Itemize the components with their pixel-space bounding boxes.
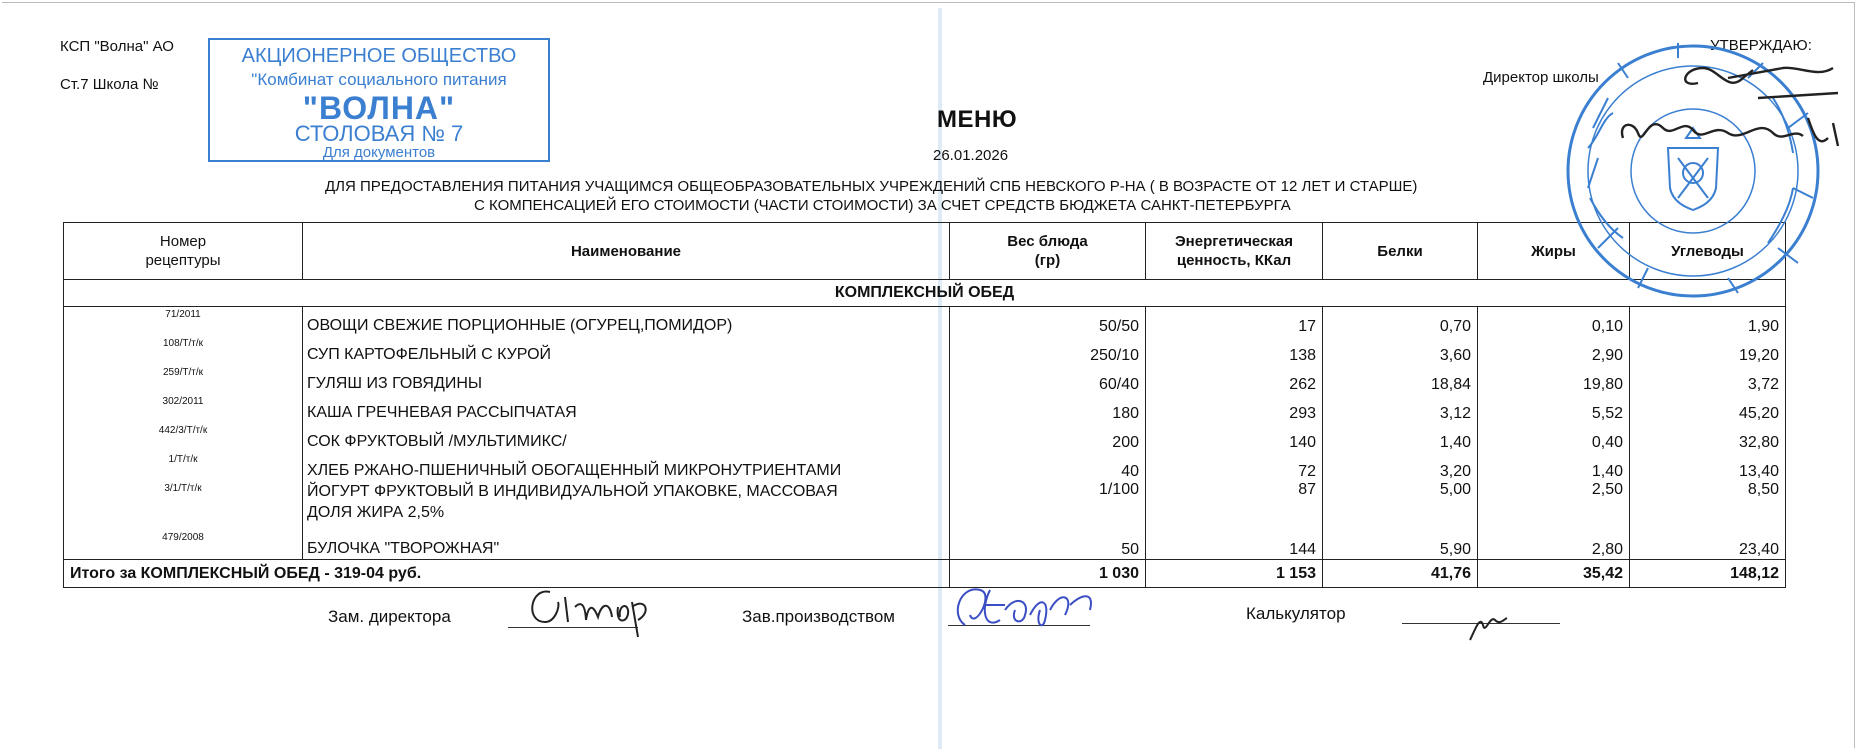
row-fat: 0,10 (1478, 307, 1630, 337)
row-name: ХЛЕБ РЖАНО-ПШЕНИЧНЫЙ ОБОГАЩЕННЫЙ МИКРОНУТРИЕНТАМИ (303, 452, 950, 481)
school-label: Ст.7 Школа № (60, 76, 159, 93)
row-protein: 18,84 (1323, 365, 1478, 394)
col-name: Наименование (303, 223, 950, 280)
row-fat: 19,80 (1478, 365, 1630, 394)
row-weight: 200 (950, 423, 1146, 452)
row-name: СУП КАРТОФЕЛЬНЫЙ С КУРОЙ (303, 336, 950, 365)
organization-name: КСП "Волна" АО (60, 38, 174, 55)
calculator-signature (1465, 600, 1535, 645)
total-fat: 35,42 (1478, 560, 1630, 588)
row-protein: 3,20 (1323, 452, 1478, 481)
table-row (64, 481, 1786, 530)
col-protein: Белки (1323, 223, 1478, 280)
total-carbs: 148,12 (1630, 560, 1786, 588)
row-protein: 1,40 (1323, 423, 1478, 452)
row-weight: 50 (950, 530, 1146, 560)
stamp-line-3: "ВОЛНА" (302, 90, 456, 126)
row-energy: 138 (1146, 336, 1323, 365)
row-code: 442/3/Т/т/к (64, 423, 303, 452)
row-energy: 17 (1146, 307, 1323, 337)
row-carbs: 23,40 (1630, 530, 1786, 560)
table-row (64, 423, 1786, 452)
row-fat: 5,52 (1478, 394, 1630, 423)
row-protein: 5,00 (1323, 481, 1478, 530)
table-row (64, 452, 1786, 481)
table-row (64, 336, 1786, 365)
table-row (64, 530, 1786, 560)
row-weight: 60/40 (950, 365, 1146, 394)
menu-date: 26.01.2026 (933, 147, 1009, 164)
row-carbs: 3,72 (1630, 365, 1786, 394)
row-weight: 50/50 (950, 307, 1146, 337)
row-code: 302/2011 (64, 394, 303, 423)
section-title: КОМПЛЕКСНЫЙ ОБЕД (64, 280, 1786, 307)
row-name: ГУЛЯШ ИЗ ГОВЯДИНЫ (303, 365, 950, 394)
row-code: 108/Т/т/к (64, 336, 303, 365)
stamp-line-2: "Комбинат социального питания (251, 70, 507, 89)
row-weight: 250/10 (950, 336, 1146, 365)
row-carbs: 45,20 (1630, 394, 1786, 423)
col-recipe-number: Номер рецептуры (64, 223, 303, 280)
col-carbs: Углеводы (1630, 223, 1786, 280)
row-name: ОВОЩИ СВЕЖИЕ ПОРЦИОННЫЕ (ОГУРЕЦ,ПОМИДОР) (303, 307, 950, 337)
row-protein: 5,90 (1323, 530, 1478, 560)
approval-label: УТВЕРЖДАЮ: (1710, 37, 1812, 54)
total-energy-weight: 1 030 (950, 560, 1146, 588)
table-row (64, 307, 1786, 337)
row-fat: 2,80 (1478, 530, 1630, 560)
row-name: КАША ГРЕЧНЕВАЯ РАССЫПЧАТАЯ (303, 394, 950, 423)
table-row (64, 365, 1786, 394)
row-fat: 1,40 (1478, 452, 1630, 481)
col-energy: Энергетическая ценность, ККал (1146, 223, 1323, 280)
row-carbs: 8,50 (1630, 481, 1786, 530)
row-code: 479/2008 (64, 530, 303, 560)
total-energy: 1 153 (1146, 560, 1323, 588)
row-energy: 293 (1146, 394, 1323, 423)
row-carbs: 32,80 (1630, 423, 1786, 452)
row-energy: 72 (1146, 452, 1323, 481)
row-energy: 144 (1146, 530, 1323, 560)
row-fat: 2,90 (1478, 336, 1630, 365)
row-weight: 40 (950, 452, 1146, 481)
calculator-label: Калькулятор (1246, 604, 1346, 623)
production-signature (945, 575, 1115, 645)
row-protein: 3,60 (1323, 336, 1478, 365)
company-stamp (208, 38, 550, 162)
stamp-line-1: АКЦИОНЕРНОЕ ОБЩЕСТВО (241, 45, 517, 67)
total-label: Итого за КОМПЛЕКСНЫЙ ОБЕД - 319-04 руб. (64, 560, 950, 588)
menu-subtitle-2: С КОМПЕНСАЦИЕЙ ЕГО СТОИМОСТИ (ЧАСТИ СТОИМОСТИ) ЗА СЧЕТ СРЕДСТВ БЮДЖЕТА САНКТ-ПЕТЕРБУРГА (474, 197, 1291, 214)
total-protein: 41,76 (1323, 560, 1478, 588)
table-row (64, 394, 1786, 423)
row-energy: 262 (1146, 365, 1323, 394)
row-carbs: 13,40 (1630, 452, 1786, 481)
row-code: 3/1/Т/т/к (64, 481, 303, 530)
deputy-signature (520, 572, 650, 642)
col-fat: Жиры (1478, 223, 1630, 280)
row-energy: 87 (1146, 481, 1323, 530)
row-fat: 0,40 (1478, 423, 1630, 452)
menu-subtitle-1: ДЛЯ ПРЕДОСТАВЛЕНИЯ ПИТАНИЯ УЧАЩИМСЯ ОБЩЕОБРАЗОВАТЕЛЬНЫХ УЧРЕЖДЕНИЙ СПБ НЕВСКОГО Р-НА ( В ВОЗРАСТЕ ОТ 12 ЛЕТ И СТАРШЕ) (325, 178, 1418, 195)
row-weight: 1/100 (950, 481, 1146, 530)
total-row (64, 560, 1786, 588)
row-carbs: 19,20 (1630, 336, 1786, 365)
director-label: Директор школы (1483, 69, 1599, 86)
row-name: ЙОГУРТ ФРУКТОВЫЙ В ИНДИВИДУАЛЬНОЙ УПАКОВКЕ, МАССОВАЯ ДОЛЯ ЖИРА 2,5% (303, 481, 950, 530)
school-seal (1528, 38, 1857, 308)
production-head-label: Зав.производством (742, 607, 895, 626)
row-name: БУЛОЧКА "ТВОРОЖНАЯ" (303, 530, 950, 560)
row-code: 1/Т/т/к (64, 452, 303, 481)
menu-title: МЕНЮ (937, 106, 1018, 133)
deputy-director-label: Зам. директора (328, 607, 451, 626)
row-weight: 180 (950, 394, 1146, 423)
row-code: 259/Т/т/к (64, 365, 303, 394)
row-carbs: 1,90 (1630, 307, 1786, 337)
col-weight: Вес блюда (гр) (950, 223, 1146, 280)
stamp-line-5: Для документов (322, 144, 436, 161)
stamp-line-4: СТОЛОВАЯ № 7 (294, 121, 464, 146)
row-code: 71/2011 (64, 307, 303, 337)
row-protein: 0,70 (1323, 307, 1478, 337)
row-energy: 140 (1146, 423, 1323, 452)
row-protein: 3,12 (1323, 394, 1478, 423)
row-name: СОК ФРУКТОВЫЙ /МУЛЬТИМИКС/ (303, 423, 950, 452)
row-fat: 2,50 (1478, 481, 1630, 530)
